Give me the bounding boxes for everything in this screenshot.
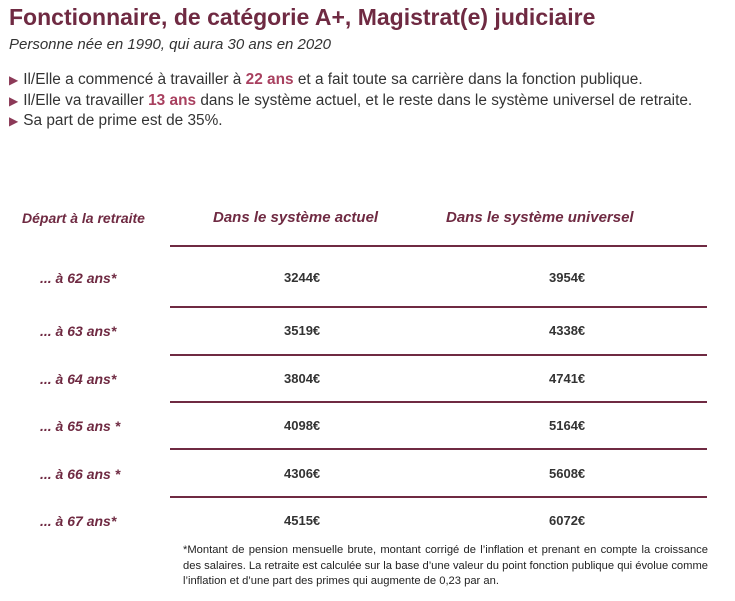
header-depart-retraite: Départ à la retraite	[22, 210, 145, 226]
bullet-item-years-current-system: ▶ Il/Elle va travailler 13 ans dans le système actuel, et le reste dans le système universel de retraite.	[9, 91, 693, 109]
row-age: ... à 63 ans*	[40, 323, 117, 339]
row-divider	[170, 401, 707, 403]
header-systeme-universel: Dans le système universel	[446, 209, 634, 226]
row-age: ... à 66 ans *	[40, 466, 121, 482]
table-header-rule	[170, 245, 707, 247]
table-row	[0, 323, 735, 343]
row-universel-value: 6072€	[549, 513, 586, 528]
table-row	[0, 513, 735, 533]
row-universel-value: 3954€	[549, 270, 586, 285]
row-age: ... à 65 ans *	[40, 418, 121, 434]
row-divider	[170, 354, 707, 356]
row-universel-value: 4338€	[549, 323, 586, 338]
bullet-list	[9, 70, 709, 132]
page-subtitle: Personne née en 1990, qui aura 30 ans en 2020	[9, 36, 331, 53]
page-title: Fonctionnaire, de catégorie A+, Magistrat(e) judiciaire	[9, 4, 596, 30]
row-actuel-value: 3519€	[284, 323, 321, 338]
bullet-item-bonus-share: ▶ Sa part de prime est de 35%.	[9, 112, 223, 129]
row-divider	[170, 306, 707, 308]
row-universel-value: 5608€	[549, 466, 586, 481]
row-age: ... à 62 ans*	[40, 270, 117, 286]
table-row	[0, 371, 735, 391]
row-divider	[170, 448, 707, 450]
row-universel-value: 5164€	[549, 418, 586, 433]
header-systeme-actuel: Dans le système actuel	[213, 209, 379, 226]
highlight-years: 13 ans	[148, 91, 197, 109]
triangle-right-icon: ▶	[9, 114, 19, 128]
table-row	[0, 270, 735, 290]
table-row	[0, 418, 735, 438]
row-universel-value: 4741€	[549, 371, 586, 386]
highlight-start-age: 22 ans	[245, 71, 294, 88]
row-divider	[170, 496, 707, 498]
row-actuel-value: 3804€	[284, 371, 321, 386]
row-actuel-value: 4515€	[284, 513, 321, 528]
bullet-item-start-age: ▶ Il/Elle a commencé à travailler à 22 ans et a fait toute sa carrière dans la fonction publique.	[9, 71, 643, 88]
row-age: ... à 64 ans*	[40, 371, 117, 387]
row-age: ... à 67 ans*	[40, 513, 117, 529]
triangle-right-icon: ▶	[9, 93, 19, 108]
table-row	[0, 466, 735, 486]
row-actuel-value: 4098€	[284, 418, 321, 433]
footnote: *Montant de pension mensuelle brute, montant corrigé de l’inflation et prenant en compte la croissance des salaires. La retraite est calculée sur la base d’une valeur du point fonction publique qui évolue comme l’inflation et d’une part des primes qui augmente de 0,23 par an.	[183, 544, 708, 587]
triangle-right-icon: ▶	[9, 73, 19, 87]
row-actuel-value: 4306€	[284, 466, 321, 481]
row-actuel-value: 3244€	[284, 270, 321, 285]
